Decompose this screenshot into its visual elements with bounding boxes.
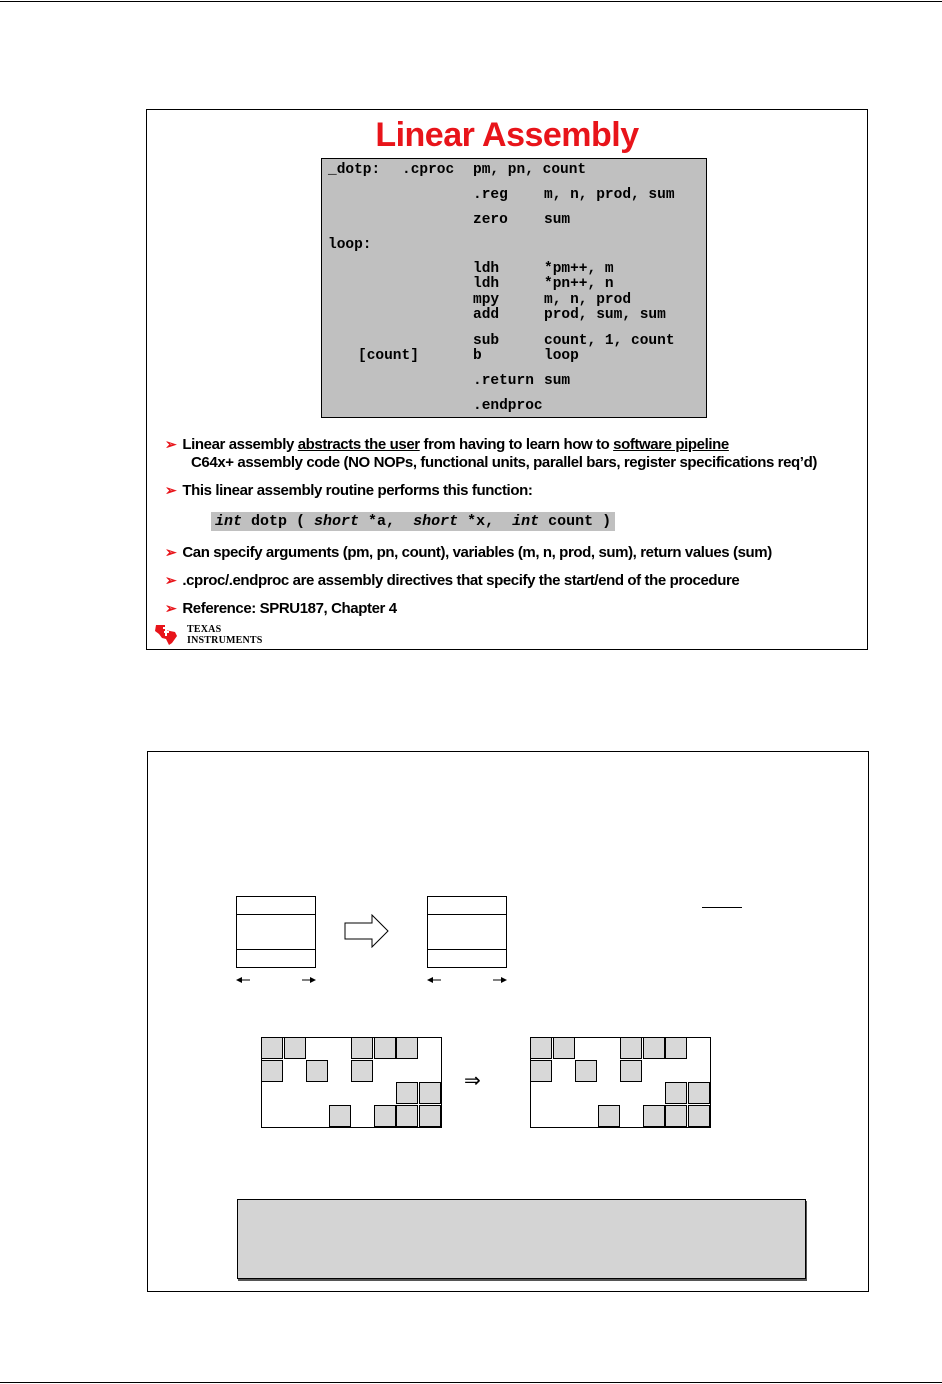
bullet-text: Can specify arguments (pm, pn, count), variables (m, n, prod, sum), return values (sum) xyxy=(182,544,772,561)
grid-cell xyxy=(665,1037,687,1059)
bullet-text: Reference: xyxy=(182,600,260,617)
code-args: prod, sum, sum xyxy=(544,307,666,323)
grid-cell xyxy=(688,1105,710,1127)
bullet-abstracts xyxy=(165,436,729,453)
grid-cell xyxy=(284,1037,306,1059)
code-args: count, 1, count xyxy=(544,333,675,349)
grid-cell xyxy=(396,1037,418,1059)
code-label: _dotp: xyxy=(328,162,381,178)
code-args: *pn++, n xyxy=(544,276,614,292)
span-arrows-left xyxy=(236,974,318,986)
grid-cell xyxy=(643,1105,665,1127)
grid-cell xyxy=(374,1105,396,1127)
bottom-rule xyxy=(0,1382,942,1383)
grid-cell xyxy=(419,1105,441,1127)
cell-grid-right xyxy=(530,1037,711,1128)
code-args: sum xyxy=(544,212,571,228)
grid-cell xyxy=(396,1105,418,1127)
ti-logo xyxy=(153,622,273,648)
code-op: .reg xyxy=(473,187,508,203)
underline-fragment xyxy=(702,907,742,908)
ti-wordmark: TEXAS INSTRUMENTS xyxy=(187,624,263,646)
code-op: ldh xyxy=(473,261,500,277)
code-op: ldh xyxy=(473,276,500,292)
grid-cell xyxy=(351,1037,373,1059)
code-args: loop xyxy=(544,348,579,364)
code-directive: .cproc xyxy=(402,162,455,178)
bullet-arrow-icon: ➢ xyxy=(165,544,177,560)
span-arrows-right xyxy=(427,974,509,986)
memory-block-left xyxy=(236,896,316,968)
grid-cell xyxy=(374,1037,396,1059)
code-args: m, n, prod, sum xyxy=(544,187,675,203)
bullet-arrow-icon: ➢ xyxy=(165,572,177,588)
bullet-text: Linear assembly xyxy=(182,436,298,453)
memory-block-right xyxy=(427,896,507,968)
code-op: mpy xyxy=(473,292,500,308)
grid-cell xyxy=(665,1105,687,1127)
bullet-underlined: abstracts the user xyxy=(297,436,420,453)
grid-cell xyxy=(665,1082,687,1104)
grid-cell xyxy=(261,1037,283,1059)
code-args: pm, pn, count xyxy=(473,162,587,178)
bullet-text: This linear assembly routine performs this function: xyxy=(182,482,533,499)
grid-cell xyxy=(620,1060,642,1082)
function-prototype: int dotp ( short *a, short *x, int count ) xyxy=(211,512,615,531)
bullet-arrow-icon: ➢ xyxy=(165,600,177,616)
grid-cell xyxy=(329,1105,351,1127)
code-op: .endproc xyxy=(473,398,543,414)
code-args: *pm++, m xyxy=(544,261,614,277)
grid-cell xyxy=(419,1082,441,1104)
cell-grid-left xyxy=(261,1037,442,1128)
bullet-arrow-icon: ➢ xyxy=(165,436,177,452)
grid-cell xyxy=(396,1082,418,1104)
bullet-text: .cproc/.endproc are assembly directives that specify the start/end of the procedure xyxy=(182,572,740,589)
top-rule xyxy=(0,1,942,2)
code-label: [count] xyxy=(358,348,419,364)
code-op: sub xyxy=(473,333,500,349)
bullet-directives xyxy=(165,572,739,589)
bullet-function xyxy=(165,482,532,499)
code-op: add xyxy=(473,307,500,323)
code-args: sum xyxy=(544,373,571,389)
grid-cell xyxy=(530,1060,552,1082)
bullet-text: from having to learn how to xyxy=(419,436,614,453)
bullet-reference xyxy=(165,600,397,617)
grid-cell xyxy=(530,1037,552,1059)
reference-doc: SPRU187, Chapter 4 xyxy=(259,600,397,617)
gray-note-box xyxy=(237,1199,806,1279)
bullet-underlined: software pipeline xyxy=(613,436,729,453)
implies-arrow-icon: ⇒ xyxy=(464,1068,481,1092)
code-op: b xyxy=(473,348,482,364)
grid-cell xyxy=(688,1082,710,1104)
bullet-text: C64x+ assembly code (NO NOPs, functional units, parallel bars, register specifications req’d) xyxy=(191,454,817,471)
code-listing xyxy=(321,158,707,418)
bullet-arguments xyxy=(165,544,772,561)
block-arrow-icon xyxy=(344,914,390,948)
bullet-abstracts-line2 xyxy=(191,454,817,471)
code-args: m, n, prod xyxy=(544,292,632,308)
grid-cell xyxy=(575,1060,597,1082)
grid-cell xyxy=(351,1060,373,1082)
grid-cell xyxy=(643,1037,665,1059)
grid-cell xyxy=(261,1060,283,1082)
texas-state-icon xyxy=(153,622,179,646)
grid-cell xyxy=(306,1060,328,1082)
slide-title: Linear Assembly xyxy=(375,116,639,154)
grid-cell xyxy=(620,1037,642,1059)
code-op: .return xyxy=(473,373,534,389)
grid-cell xyxy=(598,1105,620,1127)
code-label: loop: xyxy=(328,237,372,253)
bullet-arrow-icon: ➢ xyxy=(165,482,177,498)
slide-linear-assembly xyxy=(146,109,868,650)
code-op: zero xyxy=(473,212,508,228)
slide-blank-diagram xyxy=(147,751,869,1292)
grid-cell xyxy=(553,1037,575,1059)
